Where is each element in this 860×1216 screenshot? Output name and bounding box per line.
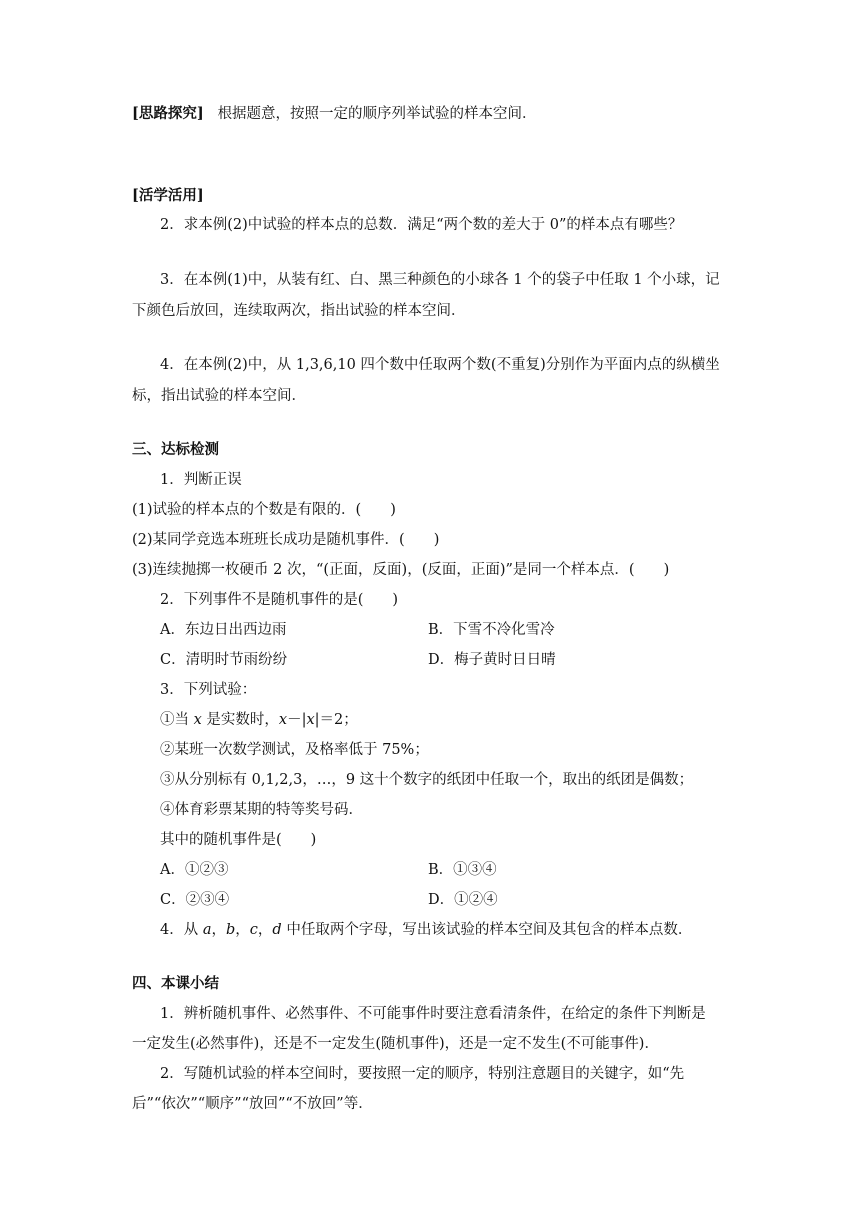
summary-s1-line1: 1．辨析随机事件、必然事件、不可能事件时要注意看清条件，在给定的条件下判断是 [160,1006,706,1022]
text-segment: ①当 [160,712,194,728]
text-segment: 中任取两个字母，写出该试验的样本空间及其包含的样本点数． [281,922,693,938]
test-p3-question: 其中的随机事件是( ) [160,832,317,848]
var-x: x [278,712,288,728]
explore-tag: [思路探究] [132,105,204,122]
option-d: D．梅子黄时日日晴 [428,652,556,668]
test-heading: 三、达标检测 [132,441,219,458]
summary-s2-line2: 后”“依次”“顺序”“放回”“不放回”等． [132,1096,373,1112]
explore-line [132,104,537,124]
test-p3-options-ab [160,860,497,880]
option-b: B．下雪不冷化雪冷 [428,622,555,638]
test-p3-options-cd [160,890,498,910]
text-segment: ， [257,922,273,938]
option-a: A．①②③ [160,862,229,878]
summary-s2-line1: 2．写随机试验的样本空间时，要按照一定的顺序，特别注意题目的关键字，如“先 [160,1066,685,1082]
practice-q4-line1: 4．在本例(2)中，从 1,3,6,10 四个数中任取两个数(不重复)分别作为平面内点的纵横坐 [160,357,720,373]
practice-q2: 2．求本例(2)中试验的样本点的总数．满足“两个数的差大于 0”的样本点有哪些？ [160,217,683,233]
practice-tag: [活学活用] [132,187,204,204]
test-p1-a: (1)试验的样本点的个数是有限的．( ) [132,502,396,518]
summary-s1-line2: 一定发生(必然事件)，还是不一定发生(随机事件)，还是一定不发生(不可能事件)． [132,1036,659,1052]
text-segment: |＝2； [314,712,358,728]
option-c: C．清明时节雨纷纷 [160,652,288,668]
option-c: C．②③④ [160,892,230,908]
var-b: b [226,922,236,938]
option-a: A．东边日出西边雨 [160,622,287,638]
practice-q3-line2: 下颜色后放回，连续取两次，指出试验的样本空间． [132,303,466,319]
var-x: x [193,712,202,728]
practice-q4-line2: 标，指出试验的样本空间． [132,388,306,404]
test-p3-item3: ③从分别标有 0,1,2,3，…，9 这十个数字的纸团中任取一个，取出的纸团是偶数； [160,772,694,788]
test-p1-b: (2)某同学竞选本班班长成功是随机事件．( ) [132,532,440,548]
option-d: D．①②④ [428,892,498,908]
explore-text: 根据题意，按照一定的顺序列举试验的样本空间． [217,106,537,122]
var-a: a [202,922,212,938]
test-p3-item2: ②某班一次数学测试，及格率低于 75%； [160,742,429,758]
text-segment: －| [287,712,307,728]
text-segment: ， [211,922,226,938]
test-p4 [160,920,692,940]
option-b: B．①③④ [428,862,497,878]
text-segment: 4．从 [160,922,203,938]
test-p3-item1 [160,710,358,730]
var-x: x [306,712,315,728]
summary-heading: 四、本课小结 [132,975,219,992]
var-d: d [272,922,282,938]
test-p2: 2．下列事件不是随机事件的是( ) [160,592,399,608]
test-p1-c: (3)连续抛掷一枚硬币 2 次，“(正面，反面)，(反面，正面)”是同一个样本点．( ) [132,562,670,578]
var-c: c [249,922,258,938]
test-p3-item4: ④体育彩票某期的特等奖号码． [160,802,363,818]
practice-q3-line1: 3．在本例(1)中，从装有红、白、黑三种颜色的小球各 1 个的袋子中任取 1 个小球，记 [160,272,720,288]
text-segment: 是实数时， [201,712,279,728]
test-p2-options-cd [160,650,556,670]
text-segment: ， [235,922,250,938]
test-p2-options-ab [160,620,555,640]
test-p1: 1．判断正误 [160,472,242,488]
test-p3: 3．下列试验： [160,682,257,698]
